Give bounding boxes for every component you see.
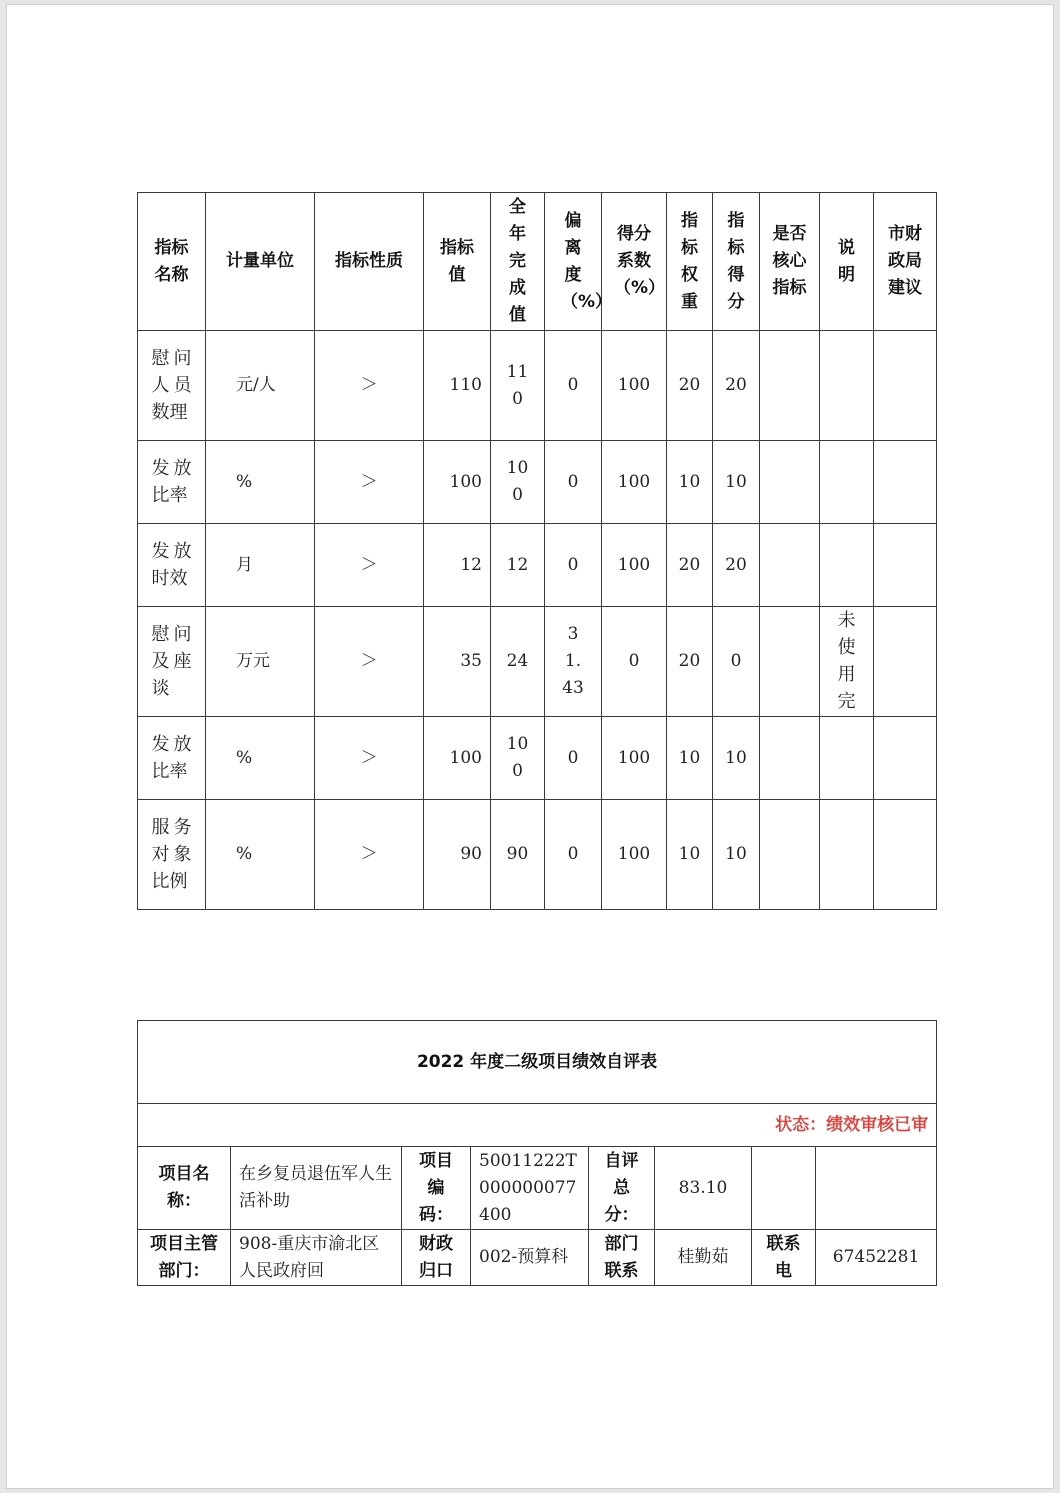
deviation-cell: 0 <box>545 331 602 441</box>
unit-cell: % <box>206 717 315 800</box>
indicator-name-cell: 发放比率 <box>138 717 206 800</box>
dept-label: 项目主管部门： <box>138 1230 231 1286</box>
core-cell <box>760 441 820 524</box>
project-code-label: 项目编码： <box>402 1147 471 1230</box>
header-cell: 是否核心指标 <box>760 193 820 331</box>
coef-cell: 0 <box>602 607 667 717</box>
advice-cell <box>874 441 937 524</box>
header-cell: 计量单位 <box>206 193 315 331</box>
dept-value: 908-重庆市渝北区人民政府回 <box>231 1230 402 1286</box>
unit-cell: 万元 <box>206 607 315 717</box>
deviation-cell: 0 <box>545 524 602 607</box>
target-cell: 12 <box>424 524 491 607</box>
weight-cell: 20 <box>667 524 713 607</box>
header-cell: 指标值 <box>424 193 491 331</box>
weight-cell: 10 <box>667 717 713 800</box>
core-cell <box>760 800 820 910</box>
table-row <box>138 607 937 717</box>
header-cell: 指标得分 <box>713 193 760 331</box>
unit-cell: % <box>206 800 315 910</box>
phone-value: 67452281 <box>816 1230 937 1286</box>
self-evaluation-form <box>137 1020 937 1286</box>
self-score-label: 自评总分： <box>589 1147 655 1230</box>
actual-cell: 24 <box>491 607 545 717</box>
empty-cell <box>752 1147 816 1230</box>
contact-person-value: 桂勤茹 <box>655 1230 752 1286</box>
deviation-cell: 0 <box>545 800 602 910</box>
coef-cell: 100 <box>602 331 667 441</box>
deviation-cell: 0 <box>545 441 602 524</box>
actual-cell: 110 <box>491 331 545 441</box>
nature-cell: ＞ <box>315 524 424 607</box>
header-cell: 指标性质 <box>315 193 424 331</box>
core-cell <box>760 717 820 800</box>
score-cell: 20 <box>713 524 760 607</box>
nature-cell: ＞ <box>315 800 424 910</box>
project-name-label: 项目名称： <box>138 1147 231 1230</box>
form-row <box>138 1147 937 1230</box>
coef-cell: 100 <box>602 717 667 800</box>
indicator-table <box>137 192 937 910</box>
note-cell <box>820 800 874 910</box>
phone-label: 联系电 <box>752 1230 816 1286</box>
score-cell: 0 <box>713 607 760 717</box>
score-cell: 20 <box>713 331 760 441</box>
score-cell: 10 <box>713 717 760 800</box>
actual-cell: 90 <box>491 800 545 910</box>
header-cell: 偏离度（%） <box>545 193 602 331</box>
indicator-name-cell: 慰问及座谈 <box>138 607 206 717</box>
indicator-name-cell: 发放时效 <box>138 524 206 607</box>
weight-cell: 20 <box>667 607 713 717</box>
score-cell: 10 <box>713 441 760 524</box>
nature-cell: ＞ <box>315 331 424 441</box>
advice-cell <box>874 717 937 800</box>
advice-cell <box>874 607 937 717</box>
actual-cell: 100 <box>491 717 545 800</box>
note-cell <box>820 717 874 800</box>
project-name-value: 在乡复员退伍军人生活补助 <box>231 1147 402 1230</box>
nature-cell: ＞ <box>315 717 424 800</box>
deviation-cell: 31.43 <box>545 607 602 717</box>
finance-value: 002-预算科 <box>471 1230 589 1286</box>
weight-cell: 20 <box>667 331 713 441</box>
header-cell: 指标名称 <box>138 193 206 331</box>
self-score-value: 83.10 <box>655 1147 752 1230</box>
table-row <box>138 800 937 910</box>
weight-cell: 10 <box>667 800 713 910</box>
score-cell: 10 <box>713 800 760 910</box>
coef-cell: 100 <box>602 524 667 607</box>
nature-cell: ＞ <box>315 441 424 524</box>
advice-cell <box>874 524 937 607</box>
actual-cell: 100 <box>491 441 545 524</box>
table-header-row <box>138 193 937 331</box>
unit-cell: 元/人 <box>206 331 315 441</box>
target-cell: 100 <box>424 717 491 800</box>
header-cell: 市财政局建议 <box>874 193 937 331</box>
form-title: 2022 年度二级项目绩效自评表 <box>138 1021 937 1104</box>
document-page <box>6 4 1054 1489</box>
contact-dept-label: 部门联系 <box>589 1230 655 1286</box>
actual-cell: 12 <box>491 524 545 607</box>
weight-cell: 10 <box>667 441 713 524</box>
coef-cell: 100 <box>602 441 667 524</box>
core-cell <box>760 524 820 607</box>
indicator-name-cell: 发放比率 <box>138 441 206 524</box>
table-row <box>138 441 937 524</box>
advice-cell <box>874 331 937 441</box>
form-row <box>138 1230 937 1286</box>
empty-cell <box>816 1147 937 1230</box>
target-cell: 35 <box>424 607 491 717</box>
note-cell <box>820 524 874 607</box>
deviation-cell: 0 <box>545 717 602 800</box>
finance-label: 财政归口 <box>402 1230 471 1286</box>
header-cell: 说明 <box>820 193 874 331</box>
status-badge: 状态：绩效审核已审 <box>138 1104 937 1147</box>
header-cell: 全年完成值 <box>491 193 545 331</box>
note-cell <box>820 441 874 524</box>
table-row <box>138 524 937 607</box>
coef-cell: 100 <box>602 800 667 910</box>
note-cell <box>820 331 874 441</box>
core-cell <box>760 607 820 717</box>
project-code-value: 50011222T000000077400 <box>471 1147 589 1230</box>
header-cell: 指标权重 <box>667 193 713 331</box>
table-row <box>138 331 937 441</box>
core-cell <box>760 331 820 441</box>
target-cell: 100 <box>424 441 491 524</box>
advice-cell <box>874 800 937 910</box>
indicator-name-cell: 慰问人员数理 <box>138 331 206 441</box>
target-cell: 110 <box>424 331 491 441</box>
unit-cell: % <box>206 441 315 524</box>
indicator-name-cell: 服务对象比例 <box>138 800 206 910</box>
nature-cell: ＞ <box>315 607 424 717</box>
note-cell: 未使用完 <box>820 607 874 717</box>
header-cell: 得分系数（%） <box>602 193 667 331</box>
target-cell: 90 <box>424 800 491 910</box>
unit-cell: 月 <box>206 524 315 607</box>
table-row <box>138 717 937 800</box>
